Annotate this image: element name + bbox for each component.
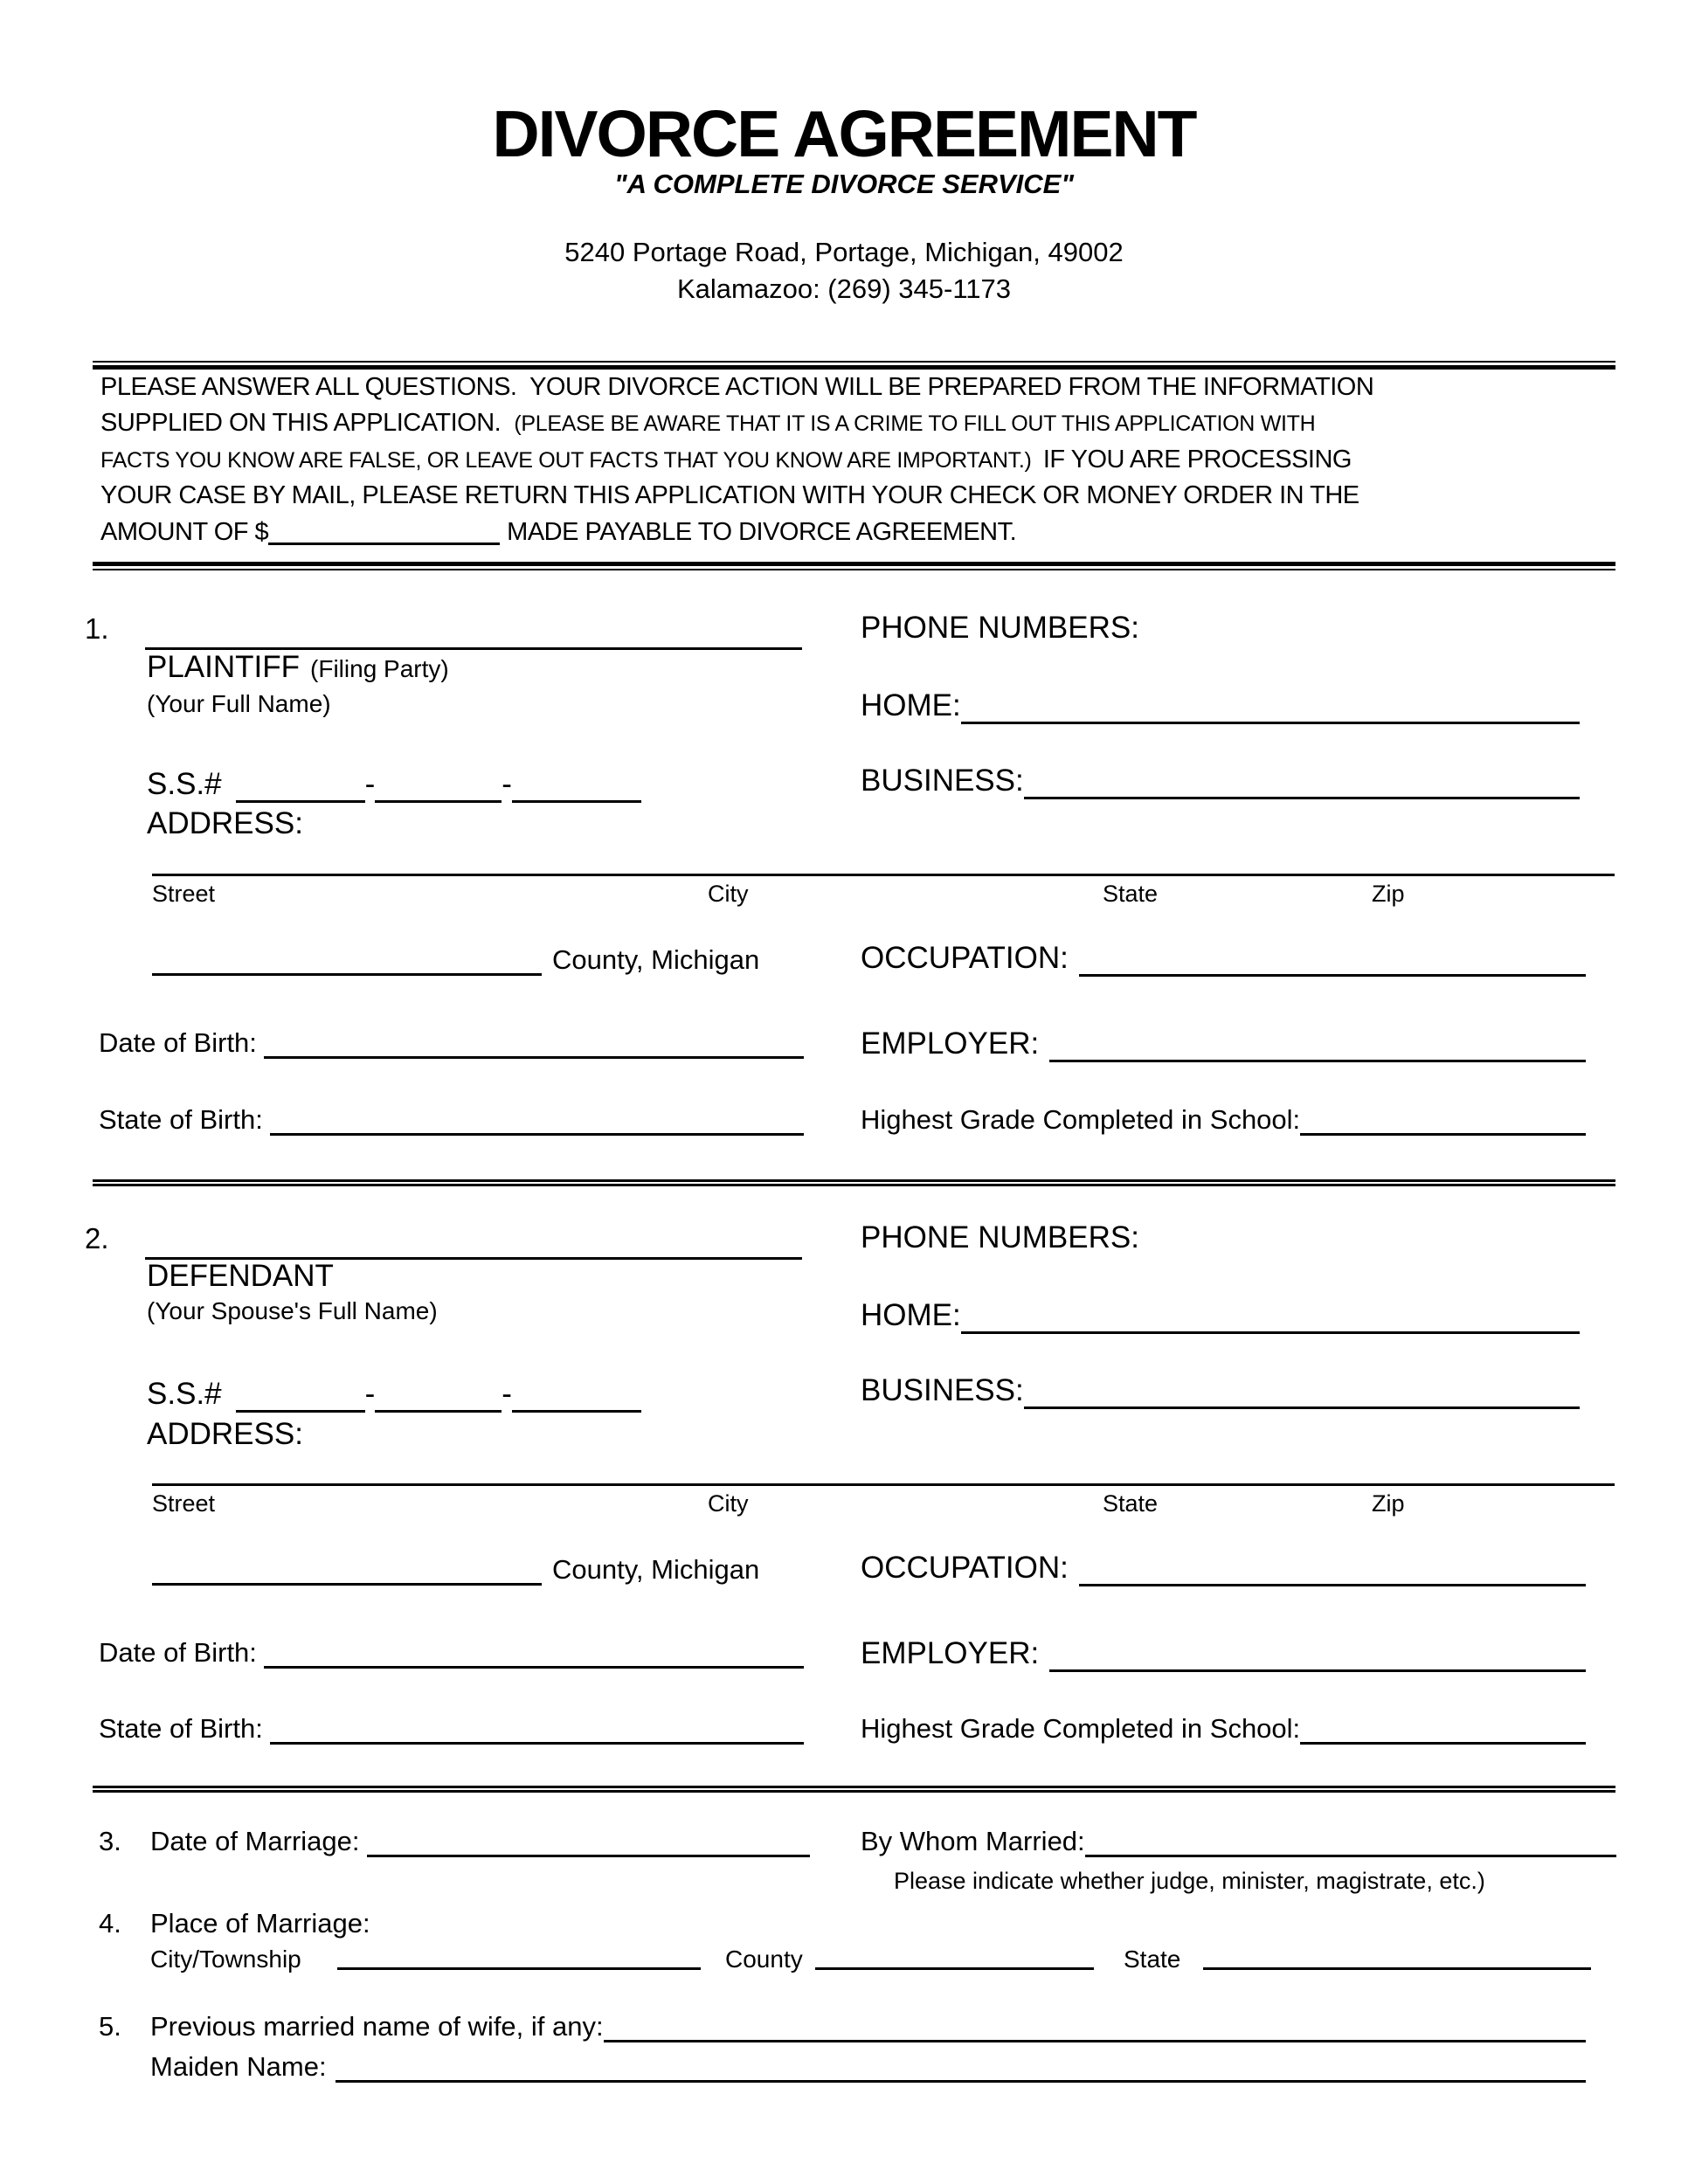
plaintiff-zip-label: Zip — [1372, 881, 1405, 907]
defendant-ssn-blank-1[interactable] — [236, 1393, 365, 1413]
defendant-occupation-label: OCCUPATION: — [861, 1551, 1069, 1585]
defendant-full-name-note: (Your Spouse's Full Name) — [147, 1297, 438, 1324]
plaintiff-label-row — [147, 650, 449, 686]
plaintiff-sob-row — [99, 1104, 804, 1136]
defendant-grade-blank[interactable] — [1300, 1724, 1586, 1745]
plaintiff-state-label: State — [1103, 881, 1159, 907]
item-5-number: 5. — [99, 2011, 121, 2042]
address-line-1: 5240 Portage Road, Portage, Michigan, 49002 — [564, 237, 1124, 267]
marriage-county-blank[interactable] — [815, 1967, 1094, 1970]
plaintiff-grade-blank[interactable] — [1300, 1116, 1586, 1136]
maiden-name-blank[interactable] — [336, 2063, 1586, 2083]
defendant-ssn-label: S.S.# — [147, 1377, 222, 1411]
plaintiff-home-phone-blank[interactable] — [961, 704, 1580, 724]
plaintiff-dob-label: Date of Birth: — [99, 1027, 257, 1058]
defendant-business-phone-blank[interactable] — [1024, 1389, 1580, 1409]
defendant-street-label: Street — [152, 1490, 216, 1517]
defendant-state-label: State — [1103, 1490, 1159, 1517]
plaintiff-occupation-row — [861, 941, 1586, 977]
by-whom-married-row — [861, 1826, 1616, 1857]
defendant-county-michigan-label: County, Michigan — [552, 1554, 760, 1585]
defendant-occupation-row — [861, 1551, 1586, 1586]
defendant-zip-label: Zip — [1372, 1490, 1405, 1517]
instructions-text: SUPPLIED ON THIS APPLICATION. — [100, 409, 515, 438]
defendant-grade-label: Highest Grade Completed in School: — [861, 1713, 1301, 1744]
plaintiff-business-phone-blank[interactable] — [1024, 779, 1580, 799]
marriage-county-label: County — [725, 1946, 803, 1973]
defendant-home-phone-row — [861, 1298, 1580, 1334]
instructions-text: IF YOU ARE PROCESSING — [1042, 445, 1352, 473]
plaintiff-sob-label: State of Birth: — [99, 1104, 263, 1135]
marriage-state-blank[interactable] — [1203, 1967, 1591, 1970]
instruction-box-bottom-rule — [93, 562, 1615, 570]
defendant-dob-row — [99, 1637, 804, 1669]
plaintiff-employer-row — [861, 1026, 1586, 1062]
defendant-ssn-blank-2[interactable] — [375, 1393, 502, 1413]
plaintiff-label: PLAINTIFF — [147, 650, 301, 684]
defendant-employer-row — [861, 1636, 1586, 1672]
plaintiff-dob-blank[interactable] — [264, 1039, 804, 1059]
defendant-address-label: ADDRESS: — [147, 1417, 303, 1451]
defendant-phone-numbers-label: PHONE NUMBERS: — [861, 1220, 1139, 1254]
plaintiff-employer-label: EMPLOYER: — [861, 1026, 1040, 1061]
plaintiff-home-phone-row — [861, 688, 1580, 724]
plaintiff-phone-numbers-label: PHONE NUMBERS: — [861, 611, 1139, 645]
instructions-text: YOUR CASE BY MAIL, PLEASE RETURN THIS APPLICATION WITH YOUR CHECK OR MONEY ORDER IN THE — [100, 481, 1359, 510]
date-of-marriage-blank[interactable] — [367, 1837, 811, 1857]
defendant-sob-blank[interactable] — [270, 1724, 804, 1745]
plaintiff-occupation-blank[interactable] — [1079, 957, 1586, 977]
plaintiff-home-label: HOME: — [861, 688, 961, 722]
plaintiff-county-michigan-label: County, Michigan — [552, 944, 760, 975]
defendant-sob-row — [99, 1713, 804, 1745]
ssn-hyphen: - — [502, 767, 512, 801]
address-line-2: Kalamazoo: (269) 345-1173 — [676, 273, 1011, 304]
defendant-sob-label: State of Birth: — [99, 1713, 263, 1744]
defendant-address-blank[interactable] — [152, 1483, 1615, 1486]
instructions-text: (PLEASE BE AWARE THAT IT IS A CRIME TO FILL OUT THIS APPLICATION WITH — [514, 411, 1316, 437]
instructions-text: AMOUNT OF $ — [100, 517, 269, 546]
ssn-hyphen: - — [364, 1377, 376, 1411]
plaintiff-occupation-label: OCCUPATION: — [861, 941, 1069, 975]
plaintiff-street-label: Street — [152, 881, 216, 907]
plaintiff-city-label: City — [708, 881, 749, 907]
maiden-name-label: Maiden Name: — [150, 2051, 327, 2082]
plaintiff-address-blank[interactable] — [152, 874, 1615, 876]
plaintiff-dob-row — [99, 1027, 804, 1059]
defendant-occupation-blank[interactable] — [1079, 1566, 1586, 1586]
ssn-hyphen: - — [502, 1377, 512, 1411]
plaintiff-address-label: ADDRESS: — [147, 806, 303, 840]
defendant-dob-blank[interactable] — [264, 1648, 804, 1669]
defendant-grade-row — [861, 1713, 1586, 1745]
plaintiff-ssn-blank-3[interactable] — [512, 783, 641, 803]
instructions-text: PLEASE ANSWER ALL QUESTIONS. YOUR DIVORCE ACTION WILL BE PREPARED FROM THE INFORMATION — [100, 373, 1374, 401]
marriage-state-label: State — [1124, 1946, 1181, 1973]
plaintiff-grade-label: Highest Grade Completed in School: — [861, 1104, 1301, 1135]
plaintiff-grade-row — [861, 1104, 1586, 1136]
defendant-home-label: HOME: — [861, 1298, 961, 1332]
plaintiff-sob-blank[interactable] — [270, 1116, 804, 1136]
plaintiff-business-label: BUSINESS: — [861, 764, 1024, 798]
date-of-marriage-label: Date of Marriage: — [150, 1826, 360, 1856]
plaintiff-business-phone-row — [861, 764, 1580, 799]
by-whom-married-blank[interactable] — [1085, 1837, 1616, 1857]
date-of-marriage-row — [150, 1826, 810, 1857]
defendant-label: DEFENDANT — [147, 1259, 334, 1293]
plaintiff-filing-party-note: (Filing Party) — [310, 655, 449, 682]
plaintiff-county-row — [152, 944, 759, 976]
defendant-home-phone-blank[interactable] — [961, 1314, 1580, 1334]
plaintiff-ssn-blank-1[interactable] — [236, 783, 365, 803]
form-subtitle: "A COMPLETE DIVORCE SERVICE" — [613, 169, 1075, 199]
by-whom-married-note: Please indicate whether judge, minister, magistrate, etc.) — [894, 1868, 1485, 1894]
instruction-box-top-rule — [93, 361, 1615, 370]
plaintiff-employer-blank[interactable] — [1049, 1042, 1586, 1062]
item-1-number: 1. — [85, 612, 109, 645]
plaintiff-ssn-label: S.S.# — [147, 767, 222, 801]
plaintiff-ssn-row — [147, 767, 641, 803]
instructions-text: FACTS YOU KNOW ARE FALSE, OR LEAVE OUT FACTS THAT YOU KNOW ARE IMPORTANT.) — [100, 447, 1043, 473]
previous-married-name-row — [150, 2011, 1586, 2042]
defendant-employer-blank[interactable] — [1049, 1652, 1586, 1672]
section-divider — [93, 1786, 1615, 1793]
payment-amount-blank[interactable] — [268, 523, 500, 545]
defendant-business-phone-row — [861, 1373, 1580, 1409]
defendant-employer-label: EMPLOYER: — [861, 1636, 1040, 1670]
section-divider — [93, 1179, 1615, 1186]
previous-married-name-blank[interactable] — [604, 2022, 1586, 2042]
place-of-marriage-label: Place of Marriage: — [150, 1908, 370, 1939]
ssn-hyphen: - — [364, 767, 376, 801]
defendant-business-label: BUSINESS: — [861, 1373, 1024, 1407]
maiden-name-row — [150, 2051, 1586, 2083]
previous-married-name-label: Previous married name of wife, if any: — [150, 2011, 604, 2042]
item-3-number: 3. — [99, 1826, 121, 1856]
plaintiff-ssn-blank-2[interactable] — [375, 783, 502, 803]
instructions-paragraph — [100, 371, 1586, 552]
defendant-ssn-row — [147, 1377, 641, 1413]
defendant-county-row — [152, 1554, 759, 1586]
plaintiff-full-name-note: (Your Full Name) — [147, 690, 331, 717]
form-title: DIVORCE AGREEMENT — [492, 97, 1196, 170]
defendant-city-label: City — [708, 1490, 749, 1517]
defendant-county-blank[interactable] — [152, 1565, 542, 1586]
marriage-city-township-label: City/Township — [150, 1946, 301, 1973]
instructions-text: MADE PAYABLE TO DIVORCE AGREEMENT. — [507, 517, 1017, 546]
item-2-number: 2. — [85, 1222, 109, 1254]
defendant-dob-label: Date of Birth: — [99, 1637, 257, 1668]
item-4-number: 4. — [99, 1908, 121, 1939]
defendant-ssn-blank-3[interactable] — [512, 1393, 641, 1413]
marriage-city-township-blank[interactable] — [337, 1967, 701, 1970]
plaintiff-county-blank[interactable] — [152, 956, 542, 976]
by-whom-married-label: By Whom Married: — [861, 1826, 1085, 1856]
